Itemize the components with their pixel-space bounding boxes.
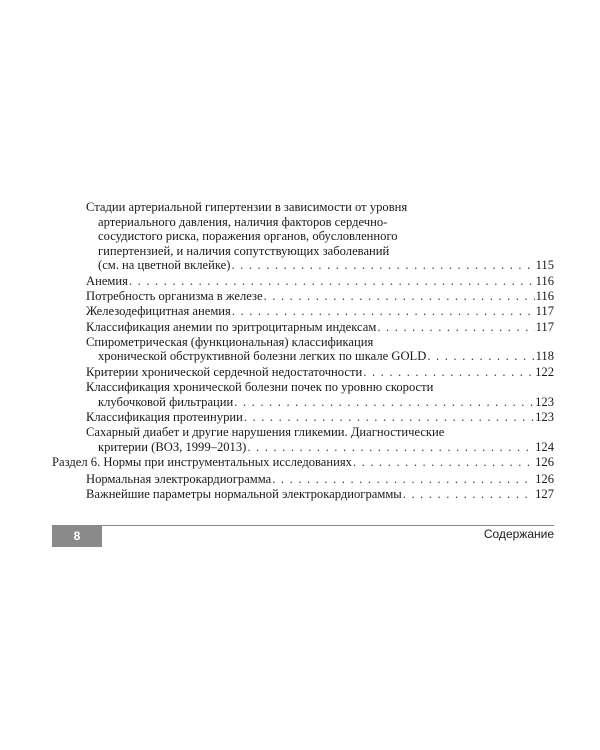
toc-entry-title: Анемия — [86, 273, 128, 288]
toc-page-number: 116 — [535, 273, 554, 288]
toc-entry-title: хронической обструктивной болезни легких по шкале GOLD — [98, 349, 427, 364]
toc-entry[interactable] — [52, 335, 554, 364]
toc-page-number: 127 — [535, 486, 554, 501]
toc-entry[interactable] — [52, 425, 554, 454]
toc-section-heading[interactable] — [52, 455, 554, 470]
toc-entry[interactable] — [52, 487, 554, 502]
toc-entry-line: Спирометрическая (функциональная) классификация — [86, 334, 374, 349]
toc-entry-line: гипертензией, и наличия сопутствующих заболеваний — [98, 243, 390, 258]
dot-leader — [403, 487, 534, 502]
toc-page-number: 116 — [535, 288, 554, 303]
dot-leader — [353, 455, 534, 470]
toc-entry[interactable] — [52, 380, 554, 409]
dot-leader — [377, 320, 534, 335]
dot-leader — [272, 472, 534, 487]
toc-entry[interactable] — [52, 320, 554, 335]
running-title: Содержание — [483, 527, 554, 541]
toc-entry-title: Железодефицитная анемия — [86, 304, 231, 319]
footer-page-number: 8 — [52, 525, 102, 547]
toc-entry[interactable] — [52, 472, 554, 487]
toc-entry-line: Стадии артериальной гипертензии в зависимости от уровня — [86, 200, 408, 214]
toc-page-number: 126 — [535, 454, 554, 469]
toc-entry-line: Классификация хронической болезни почек по уровню скорости — [86, 379, 434, 394]
dot-leader — [231, 258, 534, 273]
toc-entry[interactable] — [52, 410, 554, 425]
toc-entry-line: сосудистого риска, поражения органов, обусловленного — [98, 229, 398, 244]
toc-page-number: 123 — [535, 409, 554, 424]
toc-page-number: 126 — [535, 471, 554, 486]
toc-page-number: 117 — [535, 319, 554, 334]
toc-entry[interactable] — [52, 200, 554, 273]
toc-entry-title: Важнейшие параметры нормальной электрокардиограммы — [86, 486, 402, 501]
toc-entry[interactable] — [52, 365, 554, 380]
toc-entry-line: артериального давления, наличия факторов сердечно- — [98, 214, 388, 229]
toc-entry-title: Критерии хронической сердечной недостаточности — [86, 364, 363, 379]
dot-leader — [129, 274, 535, 289]
toc-entry-title: (см. на цветной вклейке) — [98, 258, 231, 273]
toc-section-title: Раздел 6. Нормы при инструментальных исследованиях — [52, 454, 352, 469]
toc-page-number: 124 — [535, 439, 554, 454]
toc-page-number: 115 — [535, 258, 554, 273]
table-of-contents — [52, 200, 554, 502]
toc-page-number: 123 — [535, 394, 554, 409]
toc-page-number: 118 — [535, 349, 554, 364]
toc-page-number: 122 — [535, 364, 554, 379]
toc-entry[interactable] — [52, 274, 554, 289]
toc-entry-title: клубочковой фильтрации — [98, 394, 234, 409]
toc-entry-title: Нормальная электрокардиограмма — [86, 471, 272, 486]
dot-leader — [363, 365, 534, 380]
toc-entry[interactable] — [52, 304, 554, 319]
dot-leader — [247, 440, 534, 455]
dot-leader — [264, 289, 535, 304]
toc-entry-title: Классификация анемии по эритроцитарным индексам — [86, 319, 377, 334]
toc-entry-title: Классификация протеинурии — [86, 409, 243, 424]
dot-leader — [234, 395, 534, 410]
toc-entry[interactable] — [52, 289, 554, 304]
toc-entry-title: Потребность организма в железе — [86, 288, 263, 303]
dot-leader — [244, 410, 534, 425]
footer-rule — [52, 525, 554, 526]
toc-page-number: 117 — [535, 304, 554, 319]
dot-leader — [232, 304, 535, 319]
toc-entry-title: критерии (ВОЗ, 1999–2013) — [98, 439, 247, 454]
toc-entry-line: Сахарный диабет и другие нарушения гликемии. Диагностические — [86, 425, 445, 440]
dot-leader — [427, 349, 534, 364]
